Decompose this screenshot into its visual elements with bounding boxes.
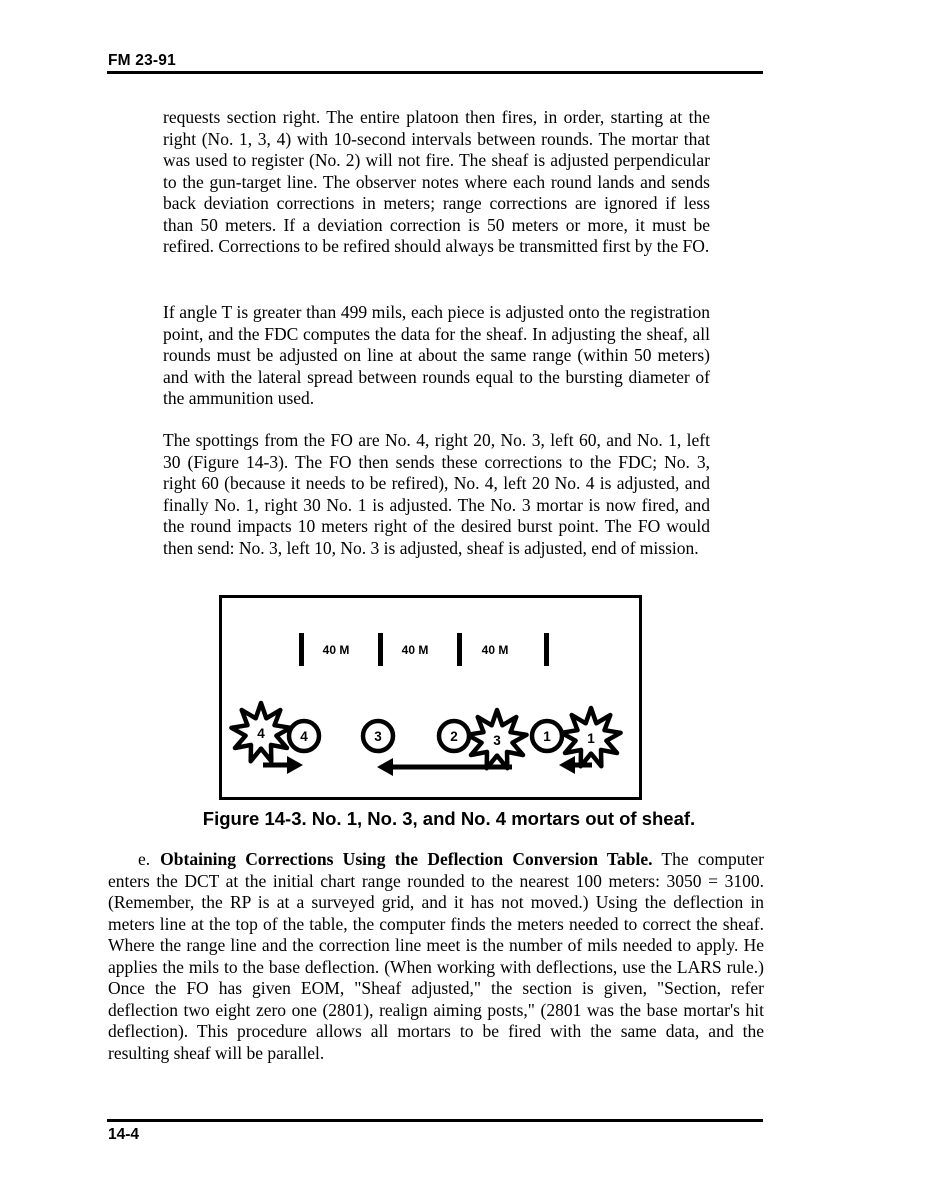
figure-caption: Figure 14-3. No. 1, No. 3, and No. 4 mortars out of sheaf. xyxy=(202,808,696,829)
scale-tick-icon xyxy=(378,633,383,666)
paragraph-platoon-firing: requests section right. The entire platoon then fires, in order, starting at the right (No. 1, 3, 4) with 10-second intervals between rounds. The mortar that was used to register (No. 2) will not fire. The sheaf is adjusted perpendicular to the gun-target line. The observer notes where each round lands and sends back deviation corrections in meters; range corrections are ignored if less than 50 meters. If a deviation correction is 50 meters or more, it must be refired. Corrections to be refired should always be transmitted first by the FO. xyxy=(163,107,710,256)
mortar-1-label: 1 xyxy=(543,729,551,744)
mortar-4-label: 4 xyxy=(300,729,308,744)
footer-rule xyxy=(107,1119,763,1122)
mortar-3-label: 3 xyxy=(374,729,382,744)
section-e-body: The computer enters the DCT at the initial chart range rounded to the nearest 100 meters: 3050 = 3100. (Remember, the RP is at a surveyed grid, and it has not moved.) Using the deflection in meters line at the top of the table, the computer finds the meters needed to correct the sheaf. Where the range line and the correction line meet is the number of mils needed to apply. He applies the mils to the base deflection. (When working with deflections, use the LARS rule.) Once the FO has given EOM, "Sheaf adjusted," the section is given, "Section, refer deflection two eight zero one (2801), realign aiming posts," (2801 was the base mortar's hit deflection). This procedure allows all mortars to be fired with the same data, and the resulting sheaf will be parallel. xyxy=(108,849,764,1063)
section-e-heading: Obtaining Corrections Using the Deflection Conversion Table. xyxy=(160,849,653,869)
paragraph-spottings: The spottings from the FO are No. 4, right 20, No. 3, left 60, and No. 1, left 30 (Figure 14-3). The FO then sends these corrections to the FDC; No. 3, right 60 (because it needs to be refired), No. 4, left 20 No. 4 is adjusted, and finally No. 1, right 30 No. 1 is adjusted. The No. 3 mortar is now fired, and the round impacts 10 meters right of the desired burst point. The FO would then send: No. 3, left 10, No. 3 is adjusted, sheaf is adjusted, end of mission. xyxy=(163,430,710,558)
burst-4-label: 4 xyxy=(257,726,265,741)
header-rule xyxy=(107,71,763,74)
header-doc-number: FM 23-91 xyxy=(108,52,176,69)
mortar-2-label: 2 xyxy=(450,729,458,744)
scale-tick-icon xyxy=(299,633,304,666)
figure-14-3-diagram xyxy=(219,595,642,800)
section-e-label: e. xyxy=(138,849,151,869)
paragraph-angle-t: If angle T is greater than 499 mils, each piece is adjusted onto the registration point, and the FDC computes the data for the sheaf. In adjusting the sheaf, all rounds must be adjusted on line at about the same range (within 50 meters) and with the lateral spread between rounds equal to the bursting diameter of the ammunition used. xyxy=(163,302,710,408)
scale-tick-icon xyxy=(457,633,462,666)
burst-1-label: 1 xyxy=(587,731,595,746)
distance-label: 40 M xyxy=(401,643,429,657)
burst-3-label: 3 xyxy=(493,733,501,748)
scale-tick-icon xyxy=(544,633,549,666)
paragraph-section-e xyxy=(108,849,764,1064)
distance-label: 40 M xyxy=(322,643,350,657)
footer-page-number: 14-4 xyxy=(108,1126,140,1143)
distance-label: 40 M xyxy=(481,643,509,657)
